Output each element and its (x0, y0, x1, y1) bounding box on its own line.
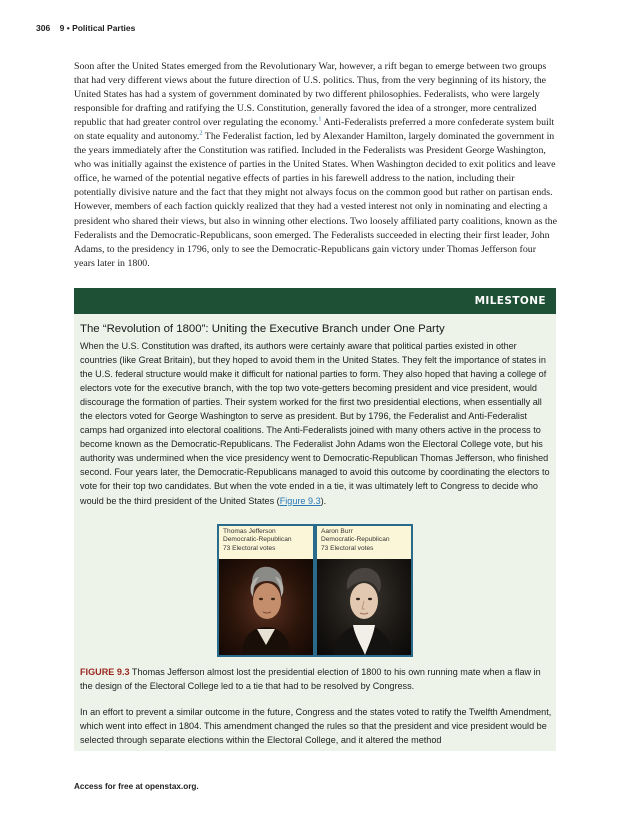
milestone-body-continued: In an effort to prevent a similar outcome in the future, Congress and the states voted to ratify the Twelfth Amendment, which went into effect in 1804. This amendment changed the rules so that the president and vice president would be selected through separate elections within the Electoral College, and it altered the method (80, 707, 552, 746)
figure-caption: FIGURE 9.3 Thomas Jefferson almost lost the presidential election of 1800 to his own running mate when a flaw in the design of the Electoral College led to a tie that had to be resolved by Congress. (80, 667, 541, 692)
figure-9-3 (217, 524, 413, 657)
footer: Access for free at openstax.org. (74, 782, 199, 791)
figure-label: FIGURE 9.3 (80, 667, 130, 677)
footnote-ref-2[interactable]: 2 (199, 129, 203, 137)
milestone-header: MILESTONE (74, 288, 556, 314)
jefferson-portrait (219, 559, 313, 655)
burr-caption: Aaron Burr Democratic-Republican 73 Electoral votes (317, 526, 411, 559)
page-number: 306 (36, 23, 51, 33)
page-header (36, 23, 135, 33)
chapter-title: 9 • Political Parties (59, 23, 136, 33)
jefferson-panel (219, 526, 313, 655)
milestone-body: When the U.S. Constitution was drafted, its authors were certainly aware that political parties existed in other countries (like Great Britain), but they hoped to avoid them in the United States. They felt the importance of states in the U.S. federal structure would make it difficult for national parties to form. They also hoped that having a college of electors vote for the executive branch, with the top two vote-getters becoming president and vice president, would discourage the formation of parties. Their system worked for the first two presidential elections, when essentially all the electors voted for George Washington to serve as president. But by 1796, the Federalist and Anti-Federalist camps had organized into electoral coalitions. The Anti-Federalists joined with many others active in the process to become known as the Democratic-Republicans. The Federalist John Adams won the Electoral College vote, but his authority was undermined when the vice presidency went to Democratic-Republican Thomas Jefferson, who finished second. Four years later, the Democratic-Republicans managed to avoid this outcome by coordinating the electors to vote for their top two candidates. But when the vote ended in a tie, it was ultimately left to Congress to decide who would be the third president of the United States (Figure 9.3). (80, 341, 550, 506)
milestone-title: The “Revolution of 1800”: Uniting the Executive Branch under One Party (80, 323, 445, 335)
footnote-ref-1[interactable]: 1 (318, 115, 322, 123)
burr-panel (317, 526, 411, 655)
figure-link[interactable]: Figure 9.3 (279, 495, 321, 506)
main-text (74, 60, 558, 271)
intro-paragraph: Soon after the United States emerged from the Revolutionary War, however, a rift began to emerge between two groups that had very different views about the future direction of U.S. politics. Thus, from the very beginning of its history, the United States has had a system of government dominated by two different philosophies. Federalists, who were largely responsible for drafting and ratifying the U.S. Constitution, generally favored the idea of a stronger, more centralized republic that had greater control over regulating the economy.$^1$ Anti-Federalists preferred a more confederate system built on state equality and autonomy.$^2$ The Federalist faction, led by Alexander Hamilton, largely dominated the government in the years immediately after the Constitution was ratified. Included in the Federalists was President George Washington, who was initially against the existence of parties in the United States. When Washington decided to exit politics and leave office, he warned of the potential negative effects of parties in his farewell address to the nation, including their potentially divisive nature and the fact that they might not always focus on the common good but rather on partisan ends. However, members of each faction quickly realized that they had a vested interest not only in nominating and electing a president who shared their views, but also in winning other elections. Two loosely affiliated party coalitions, known as the Federalists and the Democratic-Republicans, soon emerged. The Federalists succeeded in electing their first leader, John Adams, to the presidency in 1796, only to see the Democratic-Republicans gain victory under Thomas Jefferson four years later in 1800. (74, 61, 557, 269)
jefferson-caption: Thomas Jefferson Democratic-Republican 73 Electoral votes (219, 526, 313, 559)
milestone-box (74, 288, 556, 751)
burr-portrait (317, 559, 411, 655)
